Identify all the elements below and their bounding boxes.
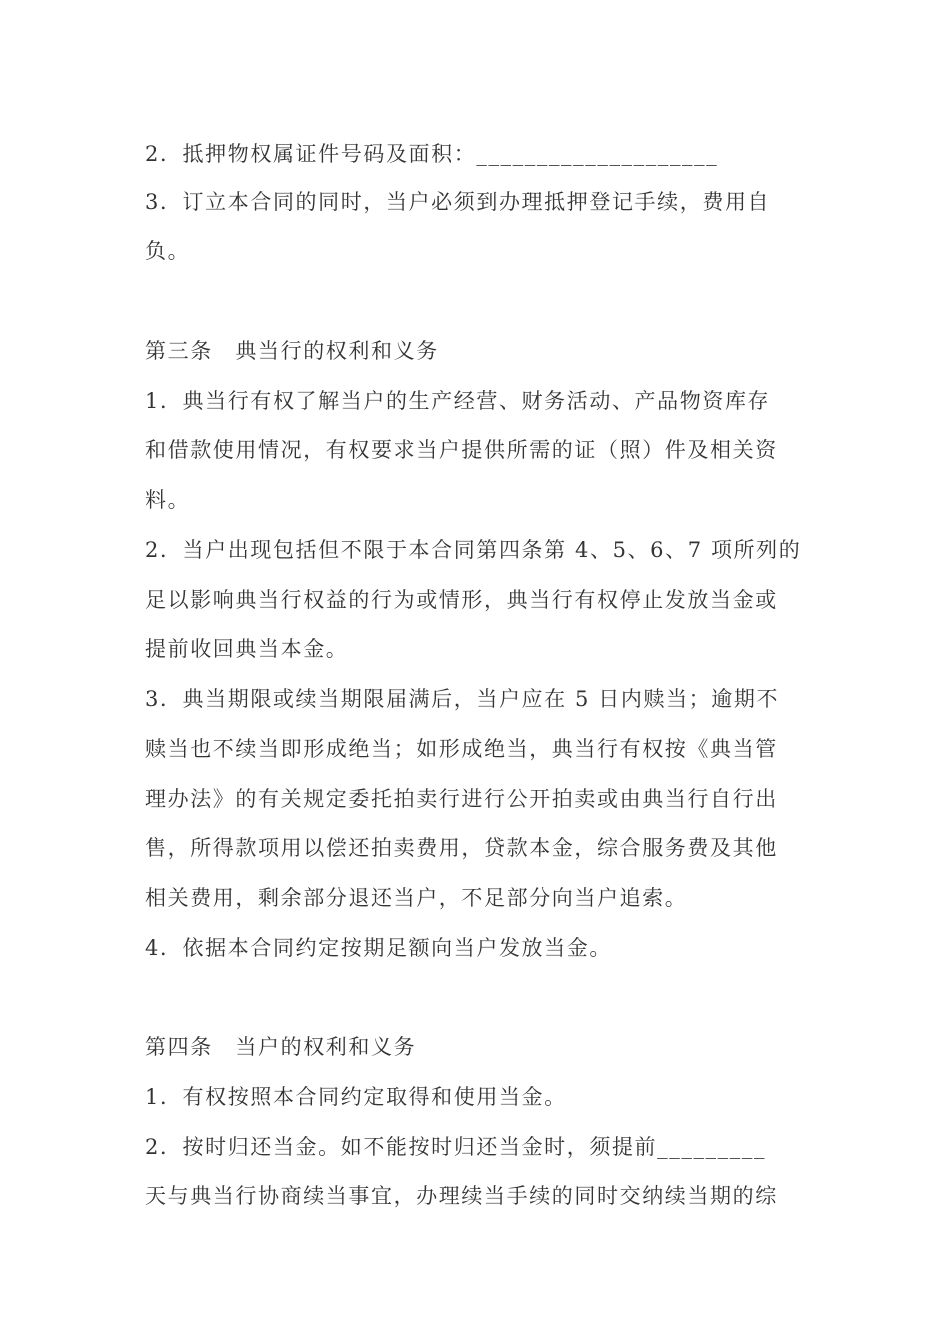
clause-3-1-line-2: 和借款使用情况，有权要求当户提供所需的证（照）件及相关资 — [145, 438, 778, 462]
clause-3-1-line-1: 1．典当行有权了解当户的生产经营、财务活动、产品物资库存 — [145, 389, 771, 413]
clause-3-3-line-4: 售，所得款项用以偿还拍卖费用，贷款本金，综合服务费及其他 — [145, 836, 778, 860]
clause-3-4: 4．依据本合同约定按期足额向当户发放当金。 — [145, 936, 612, 960]
clause-4-1: 1．有权按照本合同约定取得和使用当金。 — [145, 1085, 567, 1109]
clause-3-2-line-1: 2．当户出现包括但不限于本合同第四条第 4、5、6、7 项所列的 — [145, 538, 802, 562]
clause-3-2-line-3: 提前收回典当本金。 — [145, 637, 349, 661]
clause-4-2-line-1: 2．按时归还当金。如不能按时归还当金时，须提前_________ — [145, 1135, 767, 1159]
clause-3-1-line-3: 料。 — [145, 488, 191, 512]
clause-3-3-line-5: 相关费用，剩余部分退还当户，不足部分向当户追索。 — [145, 886, 688, 910]
clause-3-3-line-3: 理办法》的有关规定委托拍卖行进行公开拍卖或由典当行自行出 — [145, 787, 778, 811]
clause-2-2-mortgage-certificate: 2．抵押物权属证件号码及面积：____________________ — [145, 142, 719, 166]
article-4-heading: 第四条 当户的权利和义务 — [145, 1035, 417, 1059]
clause-4-2-line-2: 天与典当行协商续当事宜，办理续当手续的同时交纳续当期的综 — [145, 1184, 778, 1208]
clause-3-2-line-2: 足以影响典当行权益的行为或情形，典当行有权停止发放当金或 — [145, 588, 778, 612]
clause-3-3-line-2: 赎当也不续当即形成绝当；如形成绝当，典当行有权按《典当管 — [145, 737, 778, 761]
clause-2-3-mortgage-registration: 3．订立本合同的同时，当户必须到办理抵押登记手续，费用自 — [145, 190, 771, 214]
clause-2-3-continuation: 负。 — [145, 239, 191, 263]
article-3-heading: 第三条 典当行的权利和义务 — [145, 339, 439, 363]
clause-3-3-line-1: 3．典当期限或续当期限届满后，当户应在 5 日内赎当；逾期不 — [145, 687, 780, 711]
